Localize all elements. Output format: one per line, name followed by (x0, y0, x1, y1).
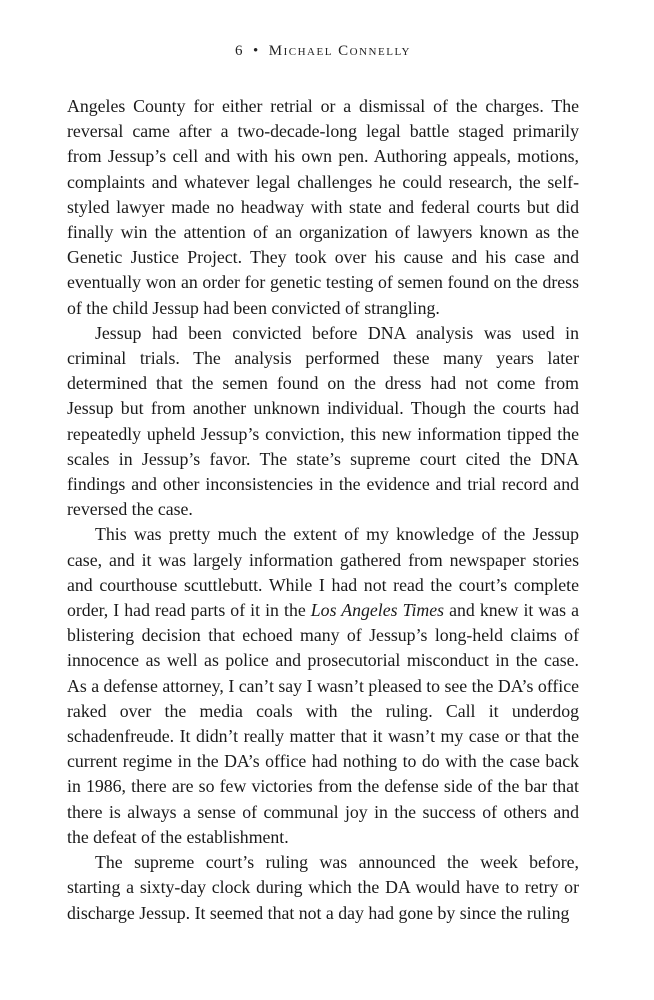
author-name: Michael Connelly (268, 43, 412, 59)
newspaper-title: Los Angeles Times (310, 600, 445, 621)
paragraph-1: Angeles County for either retrial or a dismissal of the charges. The reversal came after a two-decade-long legal battle staged primarily from Jessup’s cell and with his own pen. Authoring appeals, motions, complaints and whatever legal challenges he could research, the self-styled lawyer made no headway with state and federal courts but did finally win the attention of an organization of lawyers known as the Genetic Justice Project. They took over his cause and his case and eventually won an order for genetic testing of semen found on the dress of the child Jessup had been convicted of strangling. (67, 96, 579, 318)
paragraph-3-text-after: and knew it was a blistering decision that echoed many of Jessup’s long-held claims of innocence as well as police and prosecutorial misconduct in the case. As a defense attorney, I can’t say I wasn’t pleased to see the DA’s office raked over the media coals with the ruling. Call it underdog schadenfreude. It didn’t really matter that it wasn’t my case or that the current regime in the DA’s office had nothing to do with the case back in 1986, there are so few victories from the defense side of the bar that there is always a sense of communal joy in the success of others and the defeat of the establishment. (67, 600, 580, 847)
paragraph-3 (67, 522, 579, 850)
page-number: 6 (234, 43, 244, 59)
paragraph-2: Jessup had been convicted before DNA analysis was used in criminal trials. The analysis performed these many years later determined that the semen found on the dress had not come from Jessup but from another unknown individual. Though the courts had repeatedly upheld Jessup’s conviction, this new information tipped the scales in Jessup’s favor. The state’s supreme court cited the DNA findings and other inconsistencies in the evidence and trial record and reversed the case. (67, 322, 579, 520)
paragraph-3-text-before: This was pretty much the extent of my knowledge of the Jessup case, and it was largely information gathered from newspaper stories and courthouse scuttlebutt. While I had not read the court’s complete order, I had read parts of it in the (67, 524, 579, 621)
paragraph-4: The supreme court’s ruling was announced the week before, starting a sixty-day clock during which the DA would have to retry or discharge Jessup. It seemed that not a day had gone by since the ruling (67, 852, 579, 923)
body-text (67, 94, 579, 926)
separator-bullet: • (252, 43, 260, 59)
book-page (67, 0, 579, 1000)
running-head (67, 43, 579, 60)
